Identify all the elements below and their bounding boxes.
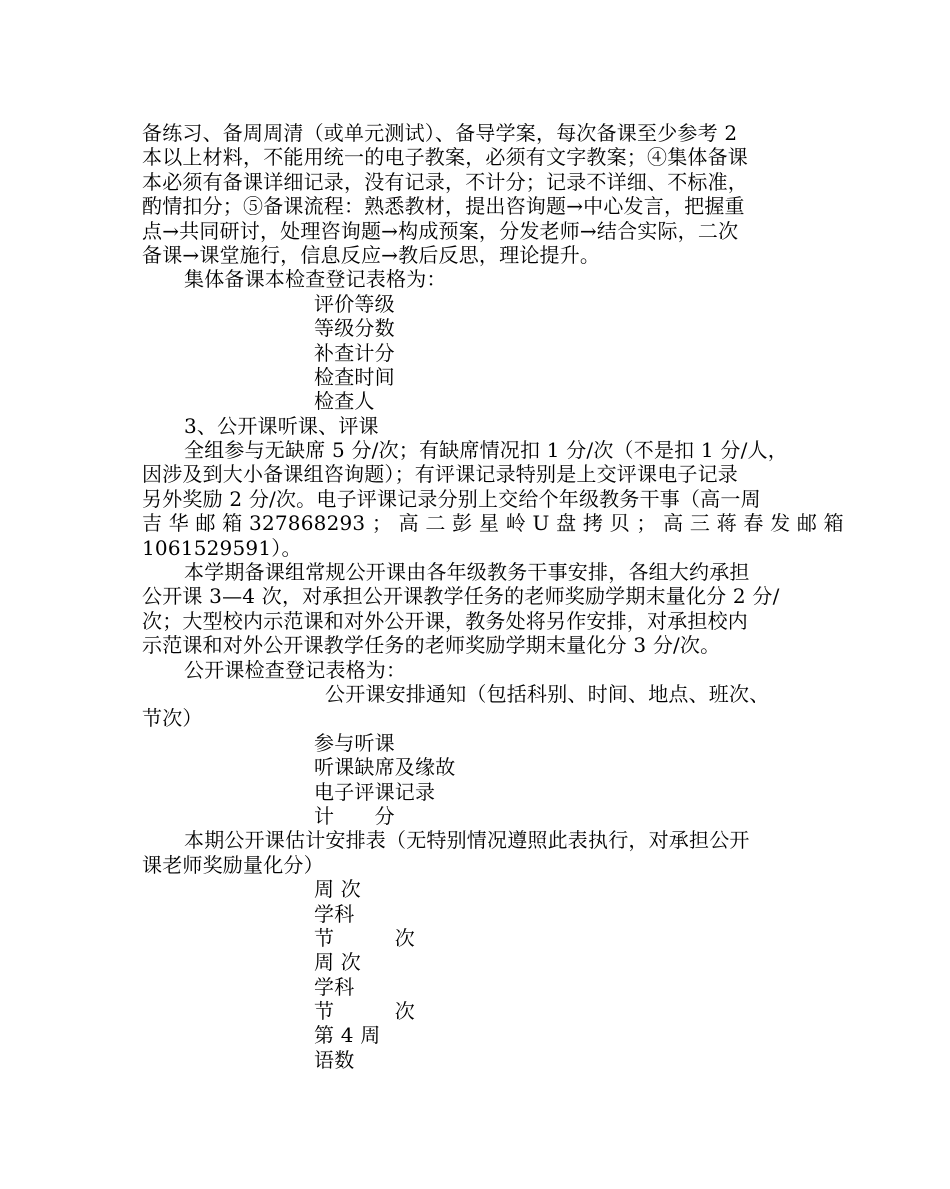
table-item: 第 4 周 (314, 1023, 381, 1048)
table-item: 周 次 (314, 950, 361, 975)
table-item: 补查计分 (314, 340, 395, 365)
text-line: 课老师奖励量化分） (142, 852, 324, 877)
table-item: 电子评课记录 (314, 779, 436, 804)
table-item: 听课缺席及缘故 (314, 755, 456, 780)
table-item: 检查时间 (314, 364, 395, 389)
table-item: 等级分数 (314, 316, 395, 341)
document-body (142, 121, 844, 1072)
text-line: 示范课和对外公开课教学任务的老师奖励学期末量化分 3 分/次。 (142, 633, 721, 658)
table-item: 语数 (314, 1047, 355, 1072)
text-line: 备课→课堂施行，信息反应→教后反思，理论提升。 (142, 242, 601, 267)
text-line: 本学期备课组常规公开课由各年级教务干事安排，各组大约承担 (184, 560, 750, 585)
text-line: 全组参与无缺席 5 分/次；有缺席情况扣 1 分/次（不是扣 1 分/人， (184, 438, 788, 463)
text-line: 1061529591）。 (142, 535, 302, 560)
section-heading: 公开课检查登记表格为： (184, 657, 407, 682)
text-line: 吉 华 邮 箱 327868293 ； 高 二 彭 星 岭 U 盘 拷 贝 ； 高 三 蒋 春 发 邮 箱 (142, 511, 844, 536)
text-line: 公开课 3—4 次，对承担公开课教学任务的老师奖励学期末量化分 2 分/ (142, 584, 780, 609)
table-item: 学科 (314, 901, 355, 926)
text-line: 酌情扣分；⑤备课流程：熟悉教材，提出咨询题→中心发言，把握重 (142, 194, 745, 219)
table-item: 公开课安排通知（包括科别、时间、地点、班次、 (325, 681, 770, 706)
table-item: 计 分 (314, 803, 395, 828)
text-line: 次；大型校内示范课和对外公开课，教务处将另作安排，对承担校内 (142, 608, 748, 633)
text-line: 另外奖励 2 分/次。电子评课记录分别上交给个年级教务干事（高一周 (142, 486, 761, 511)
text-line: 本以上材料，不能用统一的电子教案，必须有文字教案；④集体备课 (142, 145, 748, 170)
section-heading: 3、公开课听课、评课 (184, 413, 379, 438)
text-line: 本期公开课估计安排表（无特别情况遵照此表执行，对承担公开 (184, 828, 750, 853)
table-item: 参与听课 (314, 730, 395, 755)
table-item: 节 次 (314, 925, 415, 950)
table-item: 节次） (142, 706, 203, 731)
section-heading: 集体备课本检查登记表格为： (184, 267, 447, 292)
table-item: 节 次 (314, 999, 415, 1024)
table-item: 周 次 (314, 877, 361, 902)
text-line: 因涉及到大小备课组咨询题）；有评课记录特别是上交评课电子记录 (142, 462, 738, 487)
table-item: 评价等级 (314, 291, 395, 316)
text-line: 备练习、备周周清（或单元测试）、备导学案，每次备课至少参考 2 (142, 121, 738, 145)
table-item: 学科 (314, 974, 355, 999)
text-line: 点→共同研讨，处理咨询题→构成预案，分发老师→结合实际，二次 (142, 218, 739, 243)
table-item: 检查人 (314, 389, 375, 414)
text-line: 本必须有备课详细记录，没有记录，不计分；记录不详细、不标准， (142, 169, 748, 194)
